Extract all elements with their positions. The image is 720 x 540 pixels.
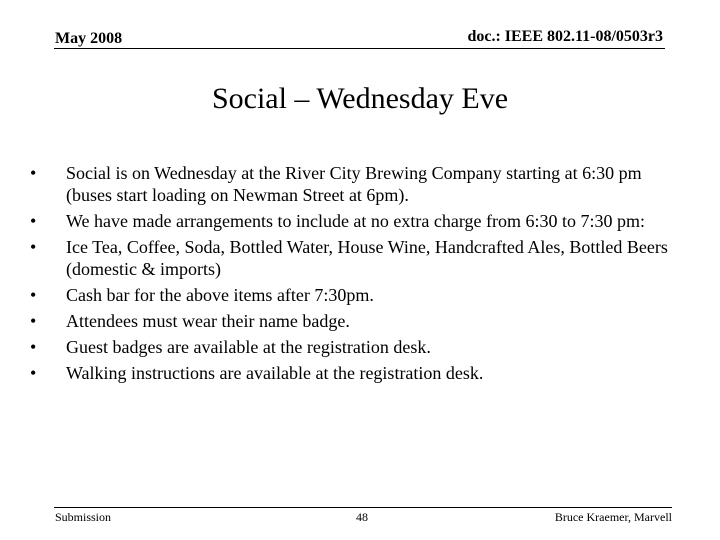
header-doc-id: doc.: IEEE 802.11-08/0503r3 [467,28,663,45]
bullet-text: Walking instructions are available at the registration desk. [66,363,484,383]
bullet-text: Guest badges are available at the registration desk. [66,337,431,357]
footer-page-number: 48 [356,510,368,524]
bullet-icon: • [30,337,37,357]
bullet-item [30,236,690,280]
slide-title: Social – Wednesday Eve [211,82,509,115]
bullet-text: Social is on Wednesday at the River City Brewing Company starting at 6:30 pm (buses start loading on Newman Street at 6pm). [66,163,642,205]
footer-submission: Submission [55,510,112,524]
bullet-item [30,310,690,332]
bullet-text: We have made arrangements to include at no extra charge from 6:30 to 7:30 pm: [66,211,646,231]
bullet-icon: • [30,237,37,257]
bullet-list [30,162,690,388]
bullet-text: Ice Tea, Coffee, Soda, Bottled Water, House Wine, Handcrafted Ales, Bottled Beers (domestic & imports) [66,237,668,279]
bullet-icon: • [30,363,37,383]
bullet-icon: • [30,311,37,331]
bullet-text: Attendees must wear their name badge. [66,311,350,331]
bullet-text: Cash bar for the above items after 7:30pm. [66,285,374,305]
bullet-item [30,362,690,384]
bullet-icon: • [30,285,37,305]
bullet-item [30,210,690,232]
footer-author: Bruce Kraemer, Marvell [554,510,672,524]
footer-divider [54,507,672,508]
header-divider [54,48,665,49]
bullet-item [30,162,690,206]
header-date: May 2008 [55,30,123,47]
bullet-icon: • [30,211,37,231]
bullet-item [30,336,690,358]
bullet-icon: • [30,163,37,183]
bullet-item [30,284,690,306]
